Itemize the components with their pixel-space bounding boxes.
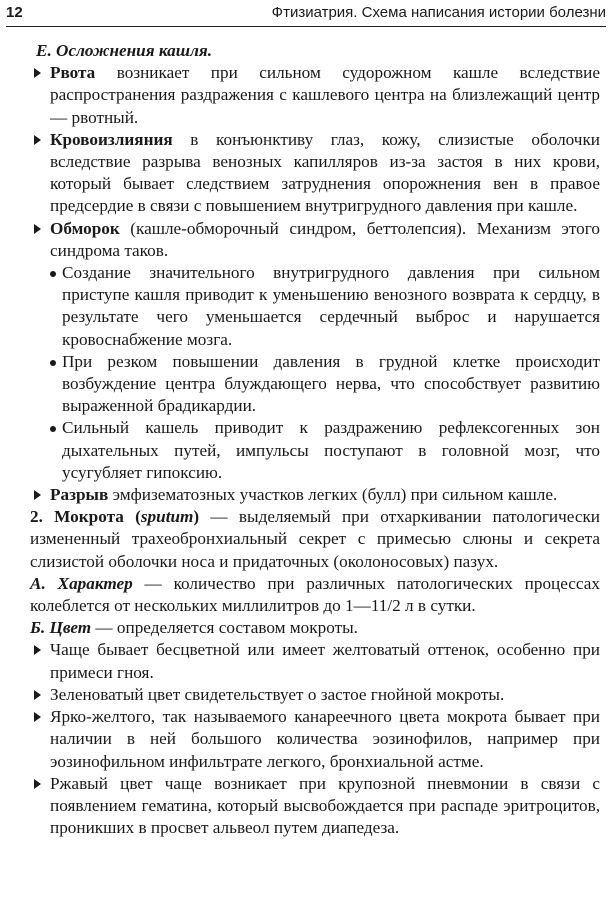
mechanism-item-3 [30, 417, 600, 484]
page-number: 12 [6, 4, 23, 21]
color-item-text-2: Зеленоватый цвет свидетельствует о застое гнойной мокроты. [50, 684, 505, 704]
sputum-term: 2. Мокрота ( [30, 507, 141, 527]
text-hemorrhage: в конъюнктиву глаз, кожу, слизистые оболочки вследствие разрыва венозных капилляров из-за застоя в них крови, который бывает следствием затруднения опорожнения вен в правое предсердие в связи с повышением внутригрудного давления при кашле. [50, 129, 600, 216]
page-content [30, 40, 600, 839]
list-item-hemorrhage [30, 129, 600, 218]
triangle-bullet-icon [34, 135, 41, 145]
term-hemorrhage: Кровоизлияния [50, 129, 173, 149]
mechanism-item-2 [30, 351, 600, 418]
triangle-bullet-icon [34, 224, 41, 234]
triangle-bullet-icon [34, 712, 41, 722]
color-label: Б. Цвет [30, 618, 92, 638]
mechanism-text-2: При резком повышении давления в грудной клетке происходит возбуждение центра блуждающего нерва, что способствует развитию выраженной брадикардии. [62, 351, 600, 416]
mechanism-text-1: Создание значительного внутригрудного давления при сильном приступе кашля приводит к уменьшению венозного возврата к сердцу, в результате чего уменьшается сердечный выброс и нарушается кровоснабжение мозга. [62, 263, 600, 349]
section-e-title: Е. Осложнения кашля. [36, 41, 213, 60]
term-vomiting: Рвота [50, 63, 96, 83]
sputum-latin: sputum [140, 507, 194, 527]
triangle-bullet-icon [34, 645, 41, 655]
term-rupture: Разрыв [50, 485, 109, 505]
running-title: Фтизиатрия. Схема написания истории болезни [271, 4, 606, 21]
sputum-term-close: ) [193, 507, 200, 527]
sputum-definition: — выделяемый при отхаркивании патологически измененный трахеобронхиальный секрет с примесью слюны и секрета слизистой оболочки носа и придаточных (околоносовых) пазух. [30, 507, 600, 571]
dot-bullet-icon [50, 426, 56, 432]
mechanism-item-1 [30, 262, 600, 351]
triangle-bullet-icon [34, 690, 41, 700]
term-syncope: Обморок [50, 218, 120, 238]
triangle-bullet-icon [34, 779, 41, 789]
character-text: — количество при различных патологических процессах колеблется от нескольких миллилитров до 1—11/2 л в сутки. [30, 573, 600, 616]
color-item-1 [30, 639, 600, 683]
color-text: — определяется составом мокроты. [91, 618, 358, 638]
list-item-syncope [30, 218, 600, 262]
triangle-bullet-icon [34, 68, 41, 78]
text-rupture: эмфизематозных участков легких (булл) при сильном кашле. [108, 485, 558, 505]
section-sputum [30, 506, 600, 573]
dot-bullet-icon [50, 271, 56, 277]
section-character [30, 573, 600, 617]
section-e-heading [30, 40, 600, 62]
color-item-3 [30, 706, 600, 773]
color-item-2 [30, 684, 600, 706]
list-item-rupture [30, 484, 600, 506]
running-header [6, 2, 606, 27]
list-item-vomiting [30, 62, 600, 129]
color-item-4 [30, 773, 600, 840]
dot-bullet-icon [50, 360, 56, 366]
color-item-text-1: Чаще бывает бесцветной или имеет желтоватый оттенок, особенно при примеси гноя. [50, 640, 600, 682]
text-vomiting: возникает при сильном судорожном кашле вследствие распространения раздражения с кашлевого центра на близлежащий центр — рвотный. [50, 63, 600, 127]
text-syncope: (кашле-обморочный синдром, беттолепсия). Механизм этого синдрома таков. [50, 218, 600, 260]
sputum-title [30, 507, 199, 526]
character-label: А. Характер [30, 573, 133, 593]
color-item-text-3: Ярко-желтого, так называемого канареечного цвета мокрота бывает при наличии в ней большого количества эозинофилов, например при эозинофильном инфильтрате легкого, бронхиальной астме. [50, 707, 600, 771]
color-item-text-4: Ржавый цвет чаще возникает при крупозной пневмонии в связи с появлением гематина, который высвобождается при распаде эритроцитов, проникших в просвет альвеол путем диапедеза. [50, 773, 600, 838]
section-color [30, 617, 600, 639]
triangle-bullet-icon [34, 490, 41, 500]
mechanism-text-3: Сильный кашель приводит к раздражению рефлексогенных зон дыхательных путей, импульсы поступают в головной мозг, что усугубляет гипоксию. [62, 418, 600, 482]
